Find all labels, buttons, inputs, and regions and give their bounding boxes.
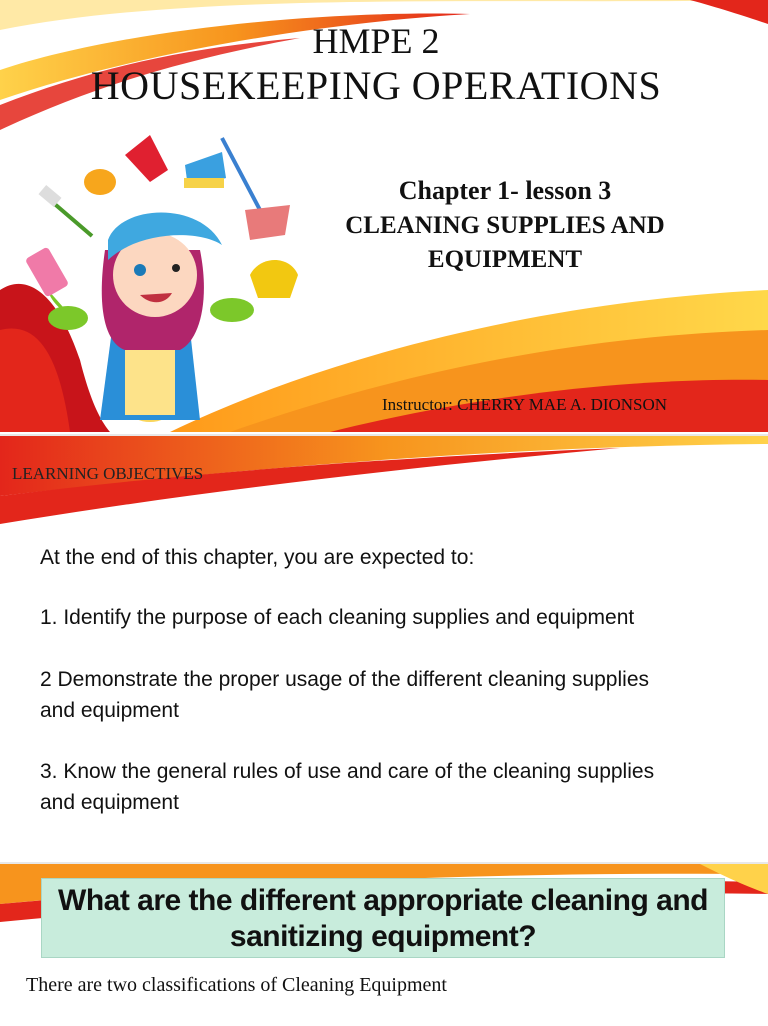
objectives-slide <box>0 434 768 862</box>
course-title: HOUSEKEEPING OPERATIONS <box>90 63 662 108</box>
brush-icon <box>38 185 92 236</box>
objectives-intro: At the end of this chapter, you are expected to: <box>40 546 475 569</box>
instructor-name: Instructor: CHERRY MAE A. DIONSON <box>382 395 668 414</box>
body-text: There are two classifications of Cleaning Equipment <box>26 974 447 996</box>
course-code: HMPE 2 <box>312 21 440 61</box>
title-slide <box>0 0 768 432</box>
gloves-icon <box>125 135 168 182</box>
sponge-icon <box>84 169 116 195</box>
objective-item: 3. Know the general rules of use and care of the cleaning supplies and equipment <box>40 760 655 814</box>
scrub-brush-icon <box>184 152 226 188</box>
question-box: What are the different appropriate cleaning and sanitizing equipment? <box>41 878 725 958</box>
broom-icon <box>222 138 290 240</box>
dustpan-icon <box>250 260 298 298</box>
lesson-title-line2: EQUIPMENT <box>427 246 583 273</box>
section-title: LEARNING OBJECTIVES <box>12 464 204 483</box>
objective-item: 1. Identify the purpose of each cleaning supplies and equipment <box>40 606 635 629</box>
lesson-title-line1: CLEANING SUPPLIES AND <box>345 212 665 239</box>
equipment-slide <box>0 862 768 1026</box>
objective-item: 2 Demonstrate the proper usage of the different cleaning supplies and equipment <box>40 668 649 722</box>
chapter-label: Chapter 1- lesson 3 <box>398 176 612 205</box>
